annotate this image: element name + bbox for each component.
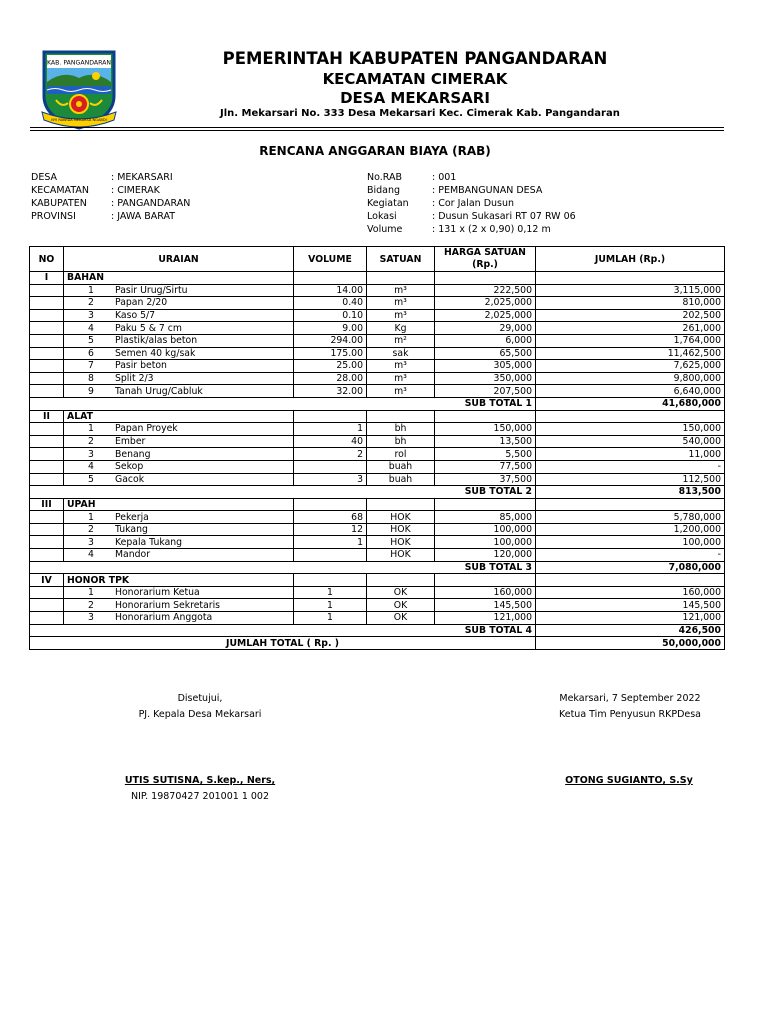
logo-title-text: KAB. PANGANDARAN (46, 59, 112, 67)
item-description: Honorarium Anggota (115, 612, 213, 624)
empty-cell (367, 272, 435, 285)
item-unit-price: 305,000 (435, 360, 536, 373)
table-body (30, 272, 725, 650)
empty-cell (30, 347, 64, 360)
grand-total-value: 50,000,000 (536, 637, 725, 650)
item-unit: m³ (367, 385, 435, 398)
item-cell (64, 309, 294, 322)
table-row (30, 423, 725, 436)
info-key: KABUPATEN (31, 198, 87, 210)
regency-logo (38, 48, 120, 132)
item-description: Gacok (115, 473, 145, 485)
info-right (367, 171, 576, 236)
item-description: Honorarium Ketua (115, 587, 200, 599)
item-volume: 14.00 (294, 284, 367, 297)
item-description: Sekop (115, 461, 144, 473)
item-cell (64, 549, 294, 562)
item-unit: sak (367, 347, 435, 360)
item-unit-price: 207,500 (435, 385, 536, 398)
info-row (31, 197, 190, 210)
item-unit-price: 150,000 (435, 423, 536, 436)
item-total: 112,500 (536, 473, 725, 486)
item-unit-price: 2,025,000 (435, 297, 536, 310)
item-number: 3 (88, 310, 94, 322)
header-village: DESA MEKARSARI (340, 89, 490, 107)
info-row (367, 210, 576, 223)
item-unit: buah (367, 460, 435, 473)
empty-cell (536, 574, 725, 587)
item-unit: m³ (367, 297, 435, 310)
section-number: II (30, 410, 64, 423)
item-number: 5 (88, 473, 94, 485)
col-header-harga-line1: HARGA SATUAN (444, 247, 526, 258)
info-value: : JAWA BARAT (111, 211, 176, 223)
empty-cell (30, 360, 64, 373)
empty-cell (367, 574, 435, 587)
info-left (31, 171, 190, 223)
subtotal-row (30, 486, 725, 499)
header-divider-thin (30, 130, 724, 131)
item-description: Papan Proyek (115, 423, 178, 435)
item-unit-price: 145,500 (435, 599, 536, 612)
item-total: 540,000 (536, 435, 725, 448)
item-cell (64, 435, 294, 448)
info-row (367, 197, 576, 210)
info-row (367, 184, 576, 197)
empty-cell (536, 410, 725, 423)
item-unit-price: 100,000 (435, 536, 536, 549)
item-number: 1 (88, 284, 94, 296)
subtotal-row (30, 624, 725, 637)
empty-cell (30, 460, 64, 473)
table-row (30, 586, 725, 599)
left-caption-role: PJ. Kepala Desa Mekarsari (138, 709, 262, 720)
empty-cell (30, 523, 64, 536)
item-unit-price: 65,500 (435, 347, 536, 360)
item-total: 1,764,000 (536, 334, 725, 347)
empty-cell (536, 272, 725, 285)
item-unit: bh (367, 435, 435, 448)
info-row (367, 223, 576, 236)
info-key: Kegiatan (367, 198, 409, 210)
info-key: DESA (31, 172, 58, 183)
item-unit-price: 5,500 (435, 448, 536, 461)
item-volume: 25.00 (294, 360, 367, 373)
item-total: 145,500 (536, 599, 725, 612)
item-cell (64, 385, 294, 398)
item-number: 5 (88, 335, 94, 347)
item-description: Honorarium Sekretaris (115, 599, 221, 611)
right-caption-role: Ketua Tim Penyusun RKPDesa (558, 709, 701, 720)
item-number: 8 (88, 373, 94, 385)
grand-total-label: JUMLAH TOTAL ( Rp. ) (30, 637, 536, 650)
info-row (31, 171, 190, 184)
item-volume (294, 460, 367, 473)
left-signatory-nip: NIP. 19870427 201001 1 002 (130, 791, 270, 802)
item-volume: 1 (294, 423, 367, 436)
item-volume: 1 (294, 612, 367, 625)
item-number: 2 (88, 436, 94, 448)
item-total: 11,000 (536, 448, 725, 461)
item-description: Mandor (115, 549, 151, 561)
item-unit-price: 120,000 (435, 549, 536, 562)
table-row (30, 284, 725, 297)
empty-cell (294, 272, 367, 285)
info-row (367, 171, 576, 184)
item-total: 202,500 (536, 309, 725, 322)
table-row (30, 599, 725, 612)
item-unit: m³ (367, 360, 435, 373)
item-cell (64, 612, 294, 625)
item-unit: m³ (367, 284, 435, 297)
item-volume: 28.00 (294, 372, 367, 385)
empty-cell (30, 334, 64, 347)
header-district: KECAMATAN CIMERAK (322, 70, 508, 88)
info-value: : 131 x (2 x 0,90) 0,12 m (432, 224, 551, 236)
info-key: Bidang (367, 185, 401, 197)
section-number: IV (30, 574, 64, 587)
item-number: 2 (88, 297, 94, 309)
empty-cell (294, 410, 367, 423)
item-cell (64, 322, 294, 335)
section-name: ALAT (64, 410, 294, 423)
subtotal-label: SUB TOTAL 2 (30, 486, 536, 499)
item-cell (64, 297, 294, 310)
item-cell (64, 523, 294, 536)
empty-cell (30, 586, 64, 599)
table-row (30, 385, 725, 398)
col-header-satuan: SATUAN (367, 247, 435, 272)
item-description: Ember (115, 436, 146, 448)
item-unit-price: 160,000 (435, 586, 536, 599)
item-volume: 0.10 (294, 309, 367, 322)
section-number: III (30, 498, 64, 511)
table-row (30, 549, 725, 562)
item-unit-price: 6,000 (435, 334, 536, 347)
subtotal-label: SUB TOTAL 1 (30, 397, 536, 410)
item-cell (64, 586, 294, 599)
item-unit: m³ (367, 372, 435, 385)
subtotal-value: 813,500 (536, 486, 725, 499)
item-number: 1 (88, 587, 94, 599)
header-divider (30, 127, 724, 128)
item-description: Benang (115, 448, 151, 460)
item-total: 1,200,000 (536, 523, 725, 536)
info-value: : 001 (432, 172, 457, 183)
info-value: : CIMERAK (111, 185, 160, 197)
item-cell (64, 334, 294, 347)
section-name: BAHAN (64, 272, 294, 285)
item-unit: OK (367, 599, 435, 612)
item-volume: 68 (294, 511, 367, 524)
table-row (30, 448, 725, 461)
item-number: 4 (88, 461, 94, 473)
info-key: KECAMATAN (31, 185, 89, 197)
item-number: 1 (88, 423, 94, 435)
left-caption-approved: Disetujui, (177, 693, 223, 704)
section-row (30, 272, 725, 285)
item-total: - (536, 549, 725, 562)
item-volume: 3 (294, 473, 367, 486)
item-volume: 0.40 (294, 297, 367, 310)
item-unit: buah (367, 473, 435, 486)
item-description: Split 2/3 (115, 373, 154, 385)
document-title: RENCANA ANGGARAN BIAYA (RAB) (259, 144, 491, 158)
empty-cell (30, 599, 64, 612)
table-row (30, 297, 725, 310)
item-cell (64, 360, 294, 373)
item-total: 9,800,000 (536, 372, 725, 385)
table-row (30, 309, 725, 322)
item-cell (64, 284, 294, 297)
empty-cell (435, 272, 536, 285)
info-row (31, 184, 190, 197)
subtotal-row (30, 397, 725, 410)
item-unit-price: 29,000 (435, 322, 536, 335)
item-volume: 175.00 (294, 347, 367, 360)
item-unit: m² (367, 334, 435, 347)
right-caption-date: Mekarsari, 7 September 2022 (559, 693, 701, 704)
empty-cell (367, 498, 435, 511)
item-description: Plastik/alas beton (115, 335, 198, 347)
empty-cell (30, 385, 64, 398)
item-unit: bh (367, 423, 435, 436)
item-unit-price: 85,000 (435, 511, 536, 524)
item-total: 5,780,000 (536, 511, 725, 524)
empty-cell (435, 410, 536, 423)
section-name: UPAH (64, 498, 294, 511)
item-volume: 1 (294, 599, 367, 612)
header-address: Jln. Mekarsari No. 333 Desa Mekarsari Kec. Cimerak Kab. Pangandaran (220, 108, 620, 119)
empty-cell (367, 410, 435, 423)
budget-table (29, 246, 725, 650)
subtotal-label: SUB TOTAL 4 (30, 624, 536, 637)
item-total: 7,625,000 (536, 360, 725, 373)
col-header-harga (435, 247, 536, 272)
empty-cell (294, 498, 367, 511)
item-number: 2 (88, 524, 94, 536)
item-number: 3 (88, 612, 94, 624)
item-number: 1 (88, 511, 94, 523)
header-government: PEMERINTAH KABUPATEN PANGANDARAN (222, 49, 608, 68)
item-volume: 40 (294, 435, 367, 448)
col-header-volume: VOLUME (294, 247, 367, 272)
item-description: Paku 5 & 7 cm (115, 322, 182, 334)
info-row (31, 210, 190, 223)
table-row (30, 360, 725, 373)
empty-cell (30, 612, 64, 625)
section-name: HONOR TPK (64, 574, 294, 587)
subtotal-label: SUB TOTAL 3 (30, 561, 536, 574)
item-unit-price: 350,000 (435, 372, 536, 385)
item-description: Tanah Urug/Cabluk (115, 385, 203, 397)
item-total: 150,000 (536, 423, 725, 436)
item-unit: HOK (367, 536, 435, 549)
item-total: 121,000 (536, 612, 725, 625)
info-value: : PEMBANGUNAN DESA (432, 185, 543, 197)
item-cell (64, 536, 294, 549)
item-unit-price: 77,500 (435, 460, 536, 473)
item-total: 261,000 (536, 322, 725, 335)
subtotal-value: 426,500 (536, 624, 725, 637)
item-cell (64, 448, 294, 461)
item-volume: 2 (294, 448, 367, 461)
item-number: 3 (88, 536, 94, 548)
subtotal-row (30, 561, 725, 574)
info-key: Volume (367, 224, 403, 236)
item-unit: rol (367, 448, 435, 461)
item-total: 160,000 (536, 586, 725, 599)
table-row (30, 372, 725, 385)
empty-cell (435, 498, 536, 511)
item-volume: 32.00 (294, 385, 367, 398)
item-total: 100,000 (536, 536, 725, 549)
empty-cell (30, 322, 64, 335)
item-total: 6,640,000 (536, 385, 725, 398)
logo-motto-text: NYI RAWIDA MEKARSA NGABDI (51, 118, 107, 122)
item-unit-price: 13,500 (435, 435, 536, 448)
table-row (30, 334, 725, 347)
item-number: 6 (88, 347, 94, 359)
subtotal-value: 7,080,000 (536, 561, 725, 574)
item-cell (64, 460, 294, 473)
item-description: Papan 2/20 (115, 297, 168, 309)
table-row (30, 322, 725, 335)
table-row (30, 473, 725, 486)
item-volume: 294.00 (294, 334, 367, 347)
table-row (30, 347, 725, 360)
item-cell (64, 599, 294, 612)
item-description: Pasir beton (115, 360, 167, 372)
item-description: Kaso 5/7 (115, 310, 156, 322)
left-signatory-name: UTIS SUTISNA, S.kep., Ners, (124, 775, 276, 786)
empty-cell (30, 284, 64, 297)
empty-cell (536, 498, 725, 511)
item-total: 11,462,500 (536, 347, 725, 360)
empty-cell (30, 435, 64, 448)
item-volume: 9.00 (294, 322, 367, 335)
item-cell (64, 511, 294, 524)
item-volume: 1 (294, 586, 367, 599)
table-row (30, 612, 725, 625)
item-unit: HOK (367, 523, 435, 536)
col-header-jumlah: JUMLAH (Rp.) (536, 247, 725, 272)
item-unit-price: 2,025,000 (435, 309, 536, 322)
item-cell (64, 347, 294, 360)
item-volume: 1 (294, 536, 367, 549)
col-header-uraian: URAIAN (64, 247, 294, 272)
info-value: : PANGANDARAN (111, 198, 191, 210)
item-description: Pasir Urug/Sirtu (115, 284, 188, 296)
table-row (30, 511, 725, 524)
empty-cell (30, 423, 64, 436)
empty-cell (30, 511, 64, 524)
item-number: 4 (88, 549, 94, 561)
empty-cell (30, 372, 64, 385)
item-description: Pekerja (115, 511, 149, 523)
right-signatory-name: OTONG SUGIANTO, S.Sy (565, 775, 693, 786)
item-unit-price: 222,500 (435, 284, 536, 297)
empty-cell (294, 574, 367, 587)
item-unit-price: 37,500 (435, 473, 536, 486)
subtotal-value: 41,680,000 (536, 397, 725, 410)
item-total: - (536, 460, 725, 473)
table-row (30, 536, 725, 549)
item-unit: OK (367, 586, 435, 599)
grand-total-row (30, 637, 725, 650)
item-total: 810,000 (536, 297, 725, 310)
empty-cell (30, 309, 64, 322)
col-header-harga-line2: (Rp.) (472, 259, 498, 270)
empty-cell (30, 473, 64, 486)
item-description: Kepala Tukang (115, 536, 183, 548)
item-number: 4 (88, 322, 94, 334)
info-value: : Cor Jalan Dusun (432, 198, 515, 210)
item-total: 3,115,000 (536, 284, 725, 297)
section-row (30, 410, 725, 423)
item-unit: HOK (367, 549, 435, 562)
table-row (30, 460, 725, 473)
info-key: Lokasi (367, 211, 397, 223)
info-key: PROVINSI (31, 211, 76, 223)
item-number: 2 (88, 599, 94, 611)
item-volume (294, 549, 367, 562)
item-description: Semen 40 kg/sak (115, 347, 196, 359)
item-volume: 12 (294, 523, 367, 536)
col-header-no: NO (30, 247, 64, 272)
item-number: 9 (88, 385, 94, 397)
table-row (30, 523, 725, 536)
item-cell (64, 473, 294, 486)
item-unit: Kg (367, 322, 435, 335)
item-unit: HOK (367, 511, 435, 524)
item-cell (64, 372, 294, 385)
item-number: 3 (88, 448, 94, 460)
info-key: No.RAB (367, 172, 403, 183)
info-value: : Dusun Sukasari RT 07 RW 06 (432, 211, 576, 223)
section-number: I (30, 272, 64, 285)
section-row (30, 498, 725, 511)
empty-cell (435, 574, 536, 587)
empty-cell (30, 536, 64, 549)
empty-cell (30, 448, 64, 461)
info-value: : MEKARSARI (111, 172, 173, 183)
item-cell (64, 423, 294, 436)
item-unit: m³ (367, 309, 435, 322)
item-unit: OK (367, 612, 435, 625)
item-description: Tukang (115, 524, 148, 536)
table-header-row (30, 247, 725, 272)
empty-cell (30, 297, 64, 310)
item-unit-price: 121,000 (435, 612, 536, 625)
section-row (30, 574, 725, 587)
table-row (30, 435, 725, 448)
item-number: 7 (88, 360, 94, 372)
item-unit-price: 100,000 (435, 523, 536, 536)
empty-cell (30, 549, 64, 562)
